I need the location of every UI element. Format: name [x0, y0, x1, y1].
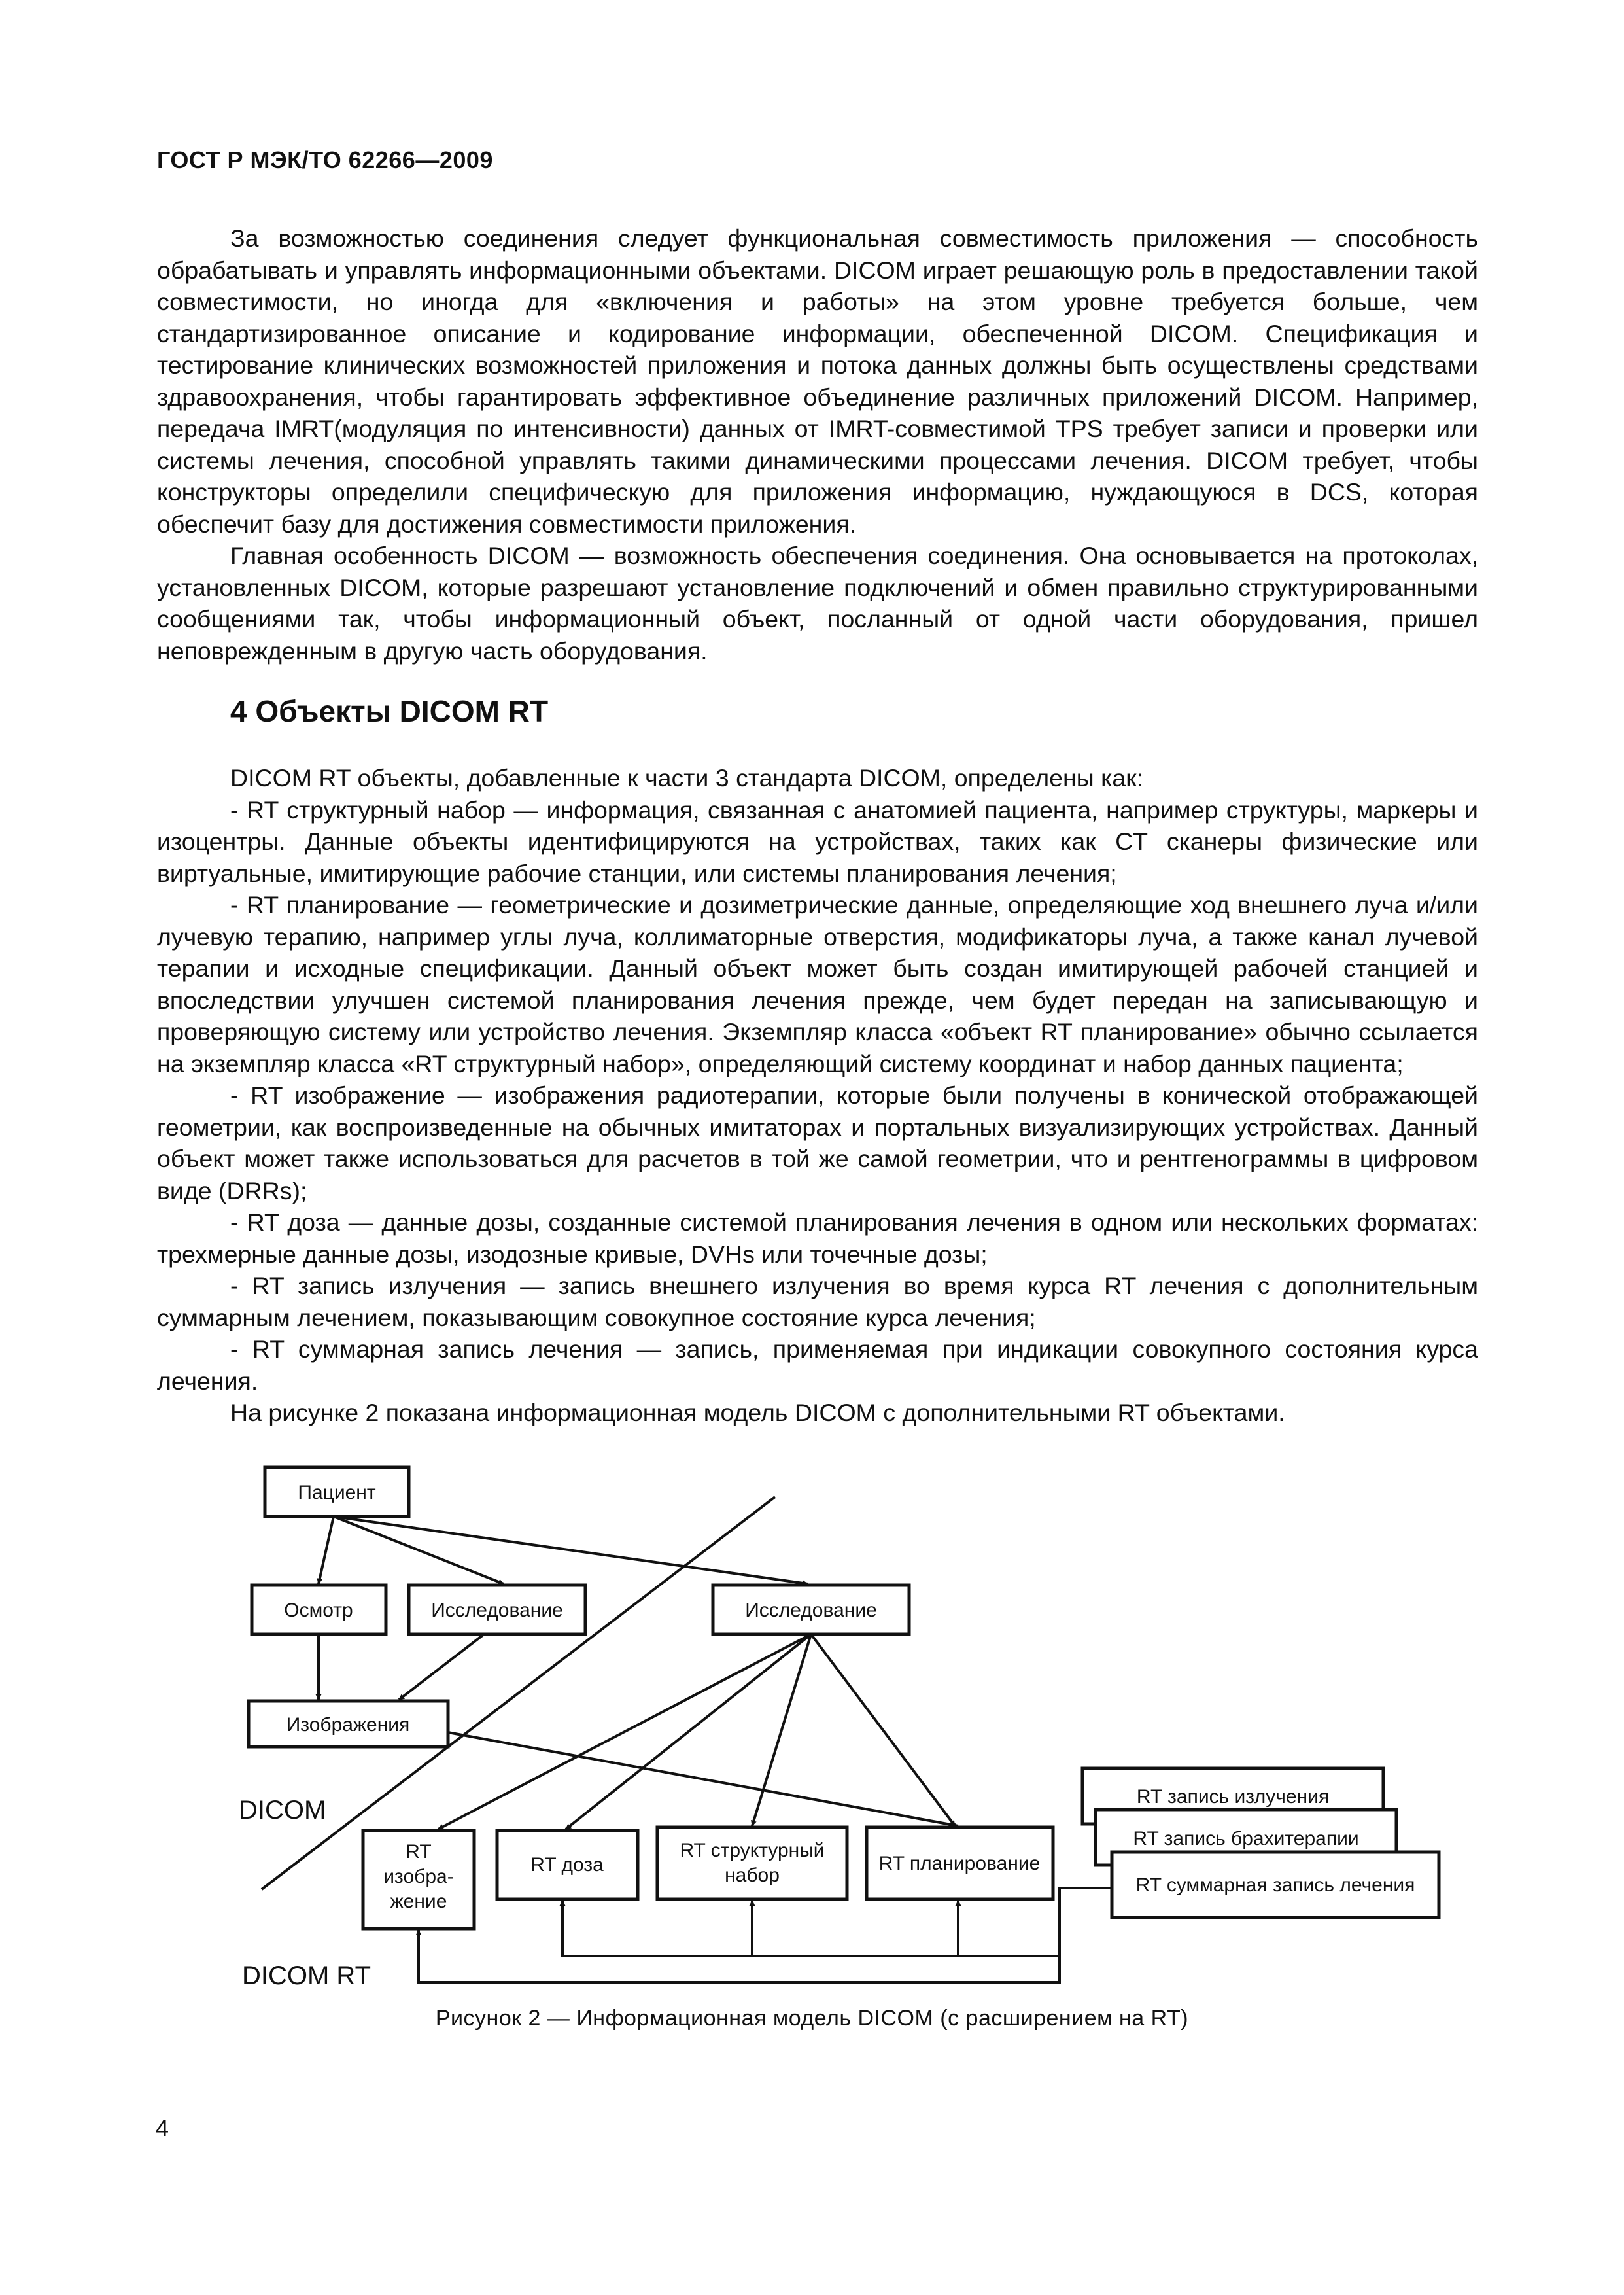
- paragraph: DICOM RT объекты, добавленные к части 3 стандарта DICOM, определены как:: [230, 764, 1144, 792]
- rt-summary-record-label: RT суммарная запись лечения: [1135, 1874, 1415, 1896]
- images-box: [249, 1701, 448, 1747]
- study-box-2: [713, 1585, 909, 1634]
- figure-caption: Рисунок 2 — Информационная модель DICOM (с расширением на RT): [435, 2006, 1189, 2031]
- connector: [562, 1901, 958, 1956]
- list-item: - RT суммарная запись лечения — запись, применяемая при индикации совокупного состояния курса лечения.: [157, 1335, 1478, 1395]
- rt-summary-record-box: [1112, 1852, 1439, 1918]
- rt-image-label-2: изобра-: [383, 1866, 454, 1887]
- arrow: [811, 1634, 955, 1826]
- paragraph: За возможностью соединения следует функциональная совместимость приложения — способность обрабатывать и управлять информационными объектами. DICOM играет решающую роль в предоставлении такой совместимости, но иногда для «включения и работы» на этом уровне требуется больше, чем стандартизированное описание и кодирование информации, обеспеченной DICOM. Спецификация и тестирование клинических возможностей приложения и потока данных должны быть осуществлены средствами здравоохранения, чтобы гарантировать эффективное объединение различных приложений DICOM. Например, передача IMRT(модуляция по интенсивности) данных от IMRT-совместимой TPS требует записи и проверки или системы лечения, способной управлять такими динамическими процессами лечения. DICOM требует, чтобы конструкторы определили специфическую для приложения информацию, нуждающуюся в DCS, которая обеспечит базу для достижения совместимости приложения.: [157, 224, 1478, 538]
- page-number: 4: [156, 2114, 169, 2141]
- connector: [419, 1888, 1112, 1982]
- rt-image-label-1: RT: [406, 1841, 432, 1863]
- rt-structure-label-1: RT структурный: [680, 1840, 825, 1861]
- arrow: [438, 1634, 811, 1829]
- document-header: ГОСТ Р МЭК/ТО 62266—2009: [157, 147, 493, 173]
- arrow: [566, 1634, 811, 1829]
- rt-image-label-3: жение: [390, 1891, 447, 1912]
- arrow: [334, 1516, 504, 1584]
- rt-image-box: [363, 1831, 474, 1929]
- dicom-rt-zone-label: DICOM RT: [242, 1961, 371, 1990]
- paragraph: Главная особенность DICOM — возможность обеспечения соединения. Она основывается на протоколах, установленных DICOM, которые разрешают установление подключений и обмен правильно структурированными сообщениями так, чтобы информационный объект, посланный от одной части оборудования, пришел неповрежденным в другую часть оборудования.: [157, 542, 1478, 665]
- arrow: [448, 1732, 958, 1826]
- arrow: [399, 1634, 484, 1700]
- list-item: - RT изображение — изображения радиотерапии, которые были получены в конической отображающей геометрии, как воспроизведенные на обычных имитаторах и портальных визуализирующих устройствах. Данный объект может также использоваться для расчетов в той же самой геометрии, что и рентгенограммы в цифровом виде (DRRs);: [157, 1081, 1478, 1204]
- section-text: [157, 762, 1478, 1429]
- rt-brachy-record-label: RT запись брахитерапии: [1133, 1828, 1359, 1849]
- connector: [958, 1901, 1060, 1956]
- images-label: Изображения: [286, 1714, 410, 1736]
- rt-structure-set-box: [657, 1827, 847, 1899]
- study-label-2: Исследование: [745, 1600, 877, 1621]
- visit-box: [252, 1585, 386, 1634]
- visit-label: Осмотр: [284, 1600, 353, 1621]
- rt-beams-record-label: RT запись излучения: [1136, 1786, 1330, 1808]
- arrow: [319, 1516, 334, 1584]
- paragraph: На рисунке 2 показана информационная модель DICOM с дополнительными RT объектами.: [230, 1399, 1285, 1426]
- rt-structure-label-2: набор: [725, 1865, 780, 1886]
- rt-plan-box: [867, 1827, 1053, 1899]
- rt-dose-label: RT доза: [530, 1854, 604, 1876]
- rt-dose-box: [497, 1831, 638, 1899]
- list-item: - RT структурный набор — информация, связанная с анатомией пациента, например структуры, маркеры и изоцентры. Данные объекты идентифицируются на устройствах, таких как CT сканеры физические или виртуальные, имитирующие рабочие станции, или системы планирования лечения;: [157, 796, 1478, 887]
- intro-text: [157, 222, 1478, 667]
- section-title: 4 Объекты DICOM RT: [230, 694, 549, 728]
- list-item: - RT планирование — геометрические и дозиметрические данные, определяющие ход внешнего луча и/или лучевую терапию, например углы луча, коллиматорные отверстия, модификаторы луча, а также канал лучевой терапии и исходные спецификации. Данный объект может быть создан имитирующей рабочей станцией и впоследствии улучшен системой планирования лечения прежде, чем будет передан на записывающую и проверяющую систему или устройство лечения. Экземпляр класса «объект RT планирование» обычно ссылается на экземпляр класса «RT структурный набор», определяющий систему координат и набор данных пациента;: [157, 891, 1478, 1077]
- patient-label: Пациент: [298, 1482, 376, 1503]
- dicom-zone-label: DICOM: [239, 1796, 326, 1825]
- rt-plan-label: RT планирование: [878, 1853, 1041, 1874]
- list-item: - RT запись излучения — запись внешнего излучения во время курса RT лечения с дополнительным суммарным лечением, показывающим совокупное состояние курса лечения;: [157, 1272, 1478, 1331]
- information-model-diagram: [235, 1464, 1465, 2007]
- list-item: - RT доза — данные дозы, созданные системой планирования лечения в одном или нескольких форматах: трехмерные данные дозы, изодозные кривые, DVHs или точечные дозы;: [157, 1208, 1478, 1268]
- study-box-1: [409, 1585, 585, 1634]
- study-label-1: Исследование: [431, 1600, 563, 1621]
- patient-box: [265, 1467, 409, 1516]
